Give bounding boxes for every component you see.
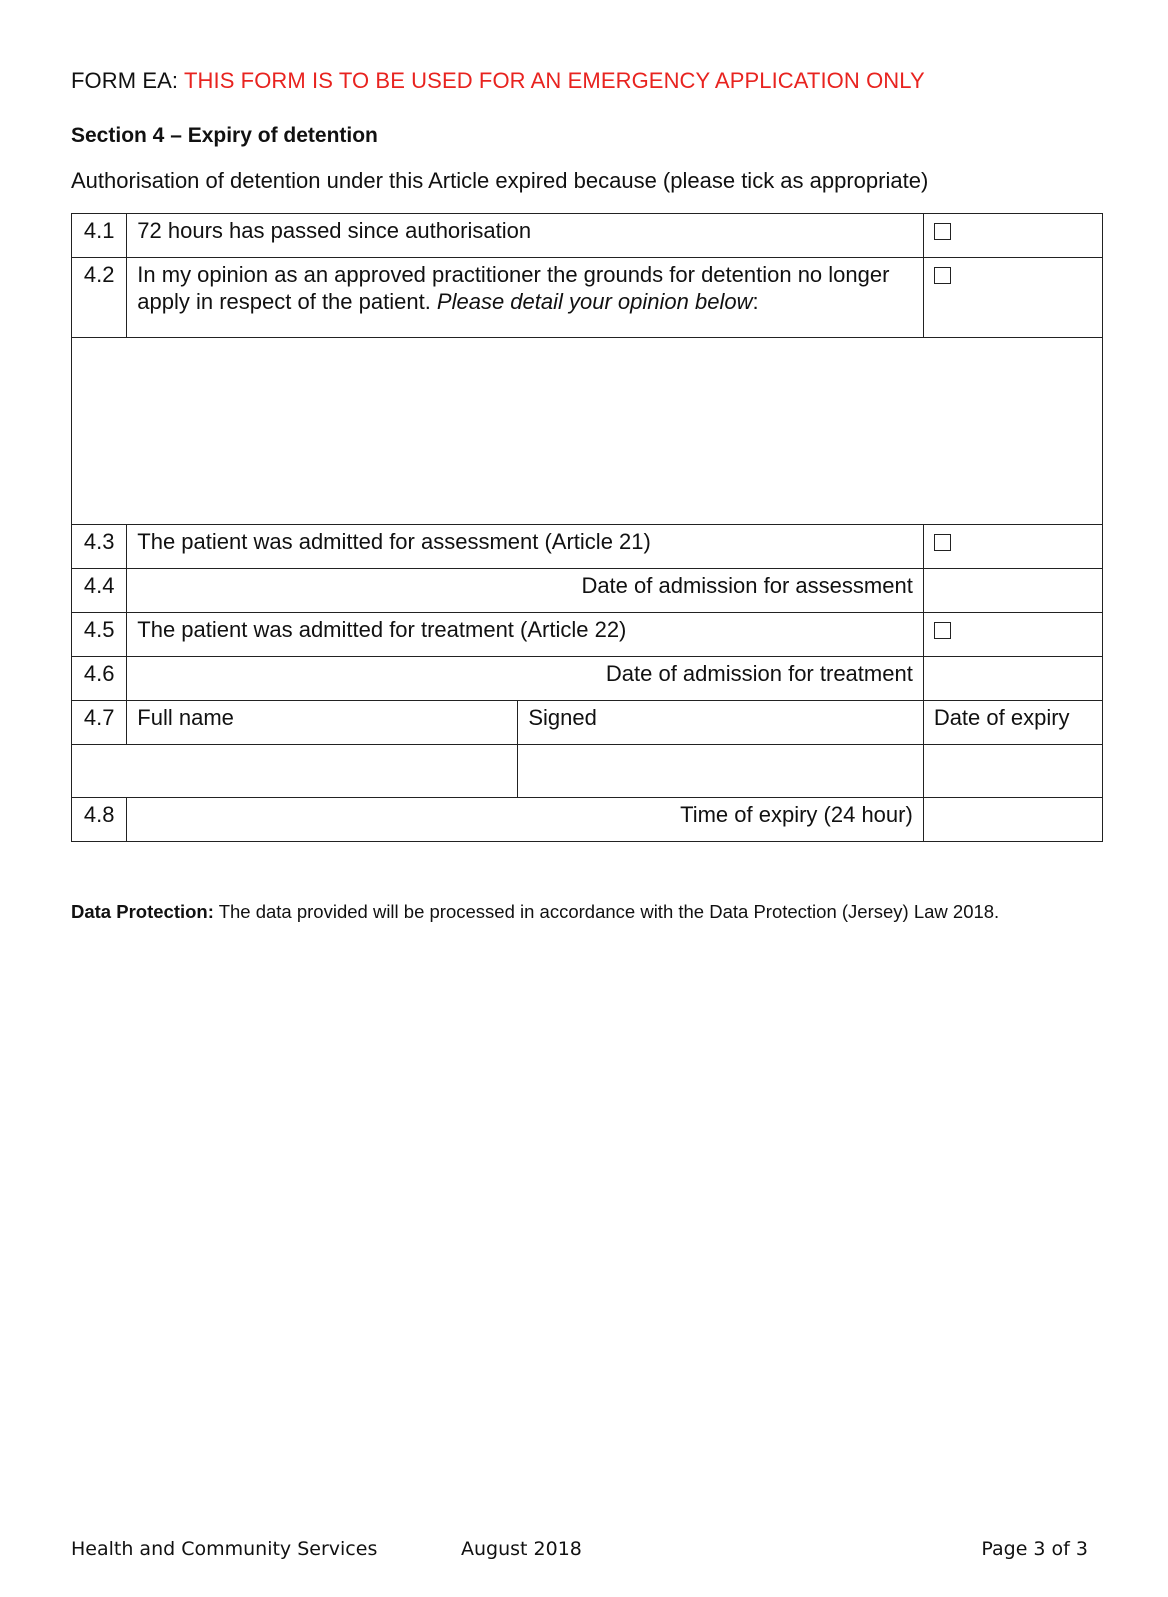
row-label: 72 hours has passed since authorisation <box>127 214 924 258</box>
data-protection-text: The data provided will be processed in accordance with the Data Protection (Jersey) Law 2018. <box>213 901 1000 922</box>
checkbox-cell <box>923 613 1102 657</box>
table-row <box>72 613 1103 657</box>
table-row <box>72 569 1103 613</box>
row-number: 4.5 <box>72 613 127 657</box>
full-name-field[interactable] <box>72 745 518 798</box>
checkbox-4-2[interactable] <box>934 267 951 284</box>
full-name-label: Full name <box>127 701 518 745</box>
row-label: The patient was admitted for treatment (Article 22) <box>127 613 924 657</box>
expiry-table <box>71 213 1103 842</box>
checkbox-cell <box>923 258 1102 338</box>
checkbox-4-3[interactable] <box>934 534 951 551</box>
table-row <box>72 701 1103 745</box>
row-number: 4.2 <box>72 258 127 338</box>
date-of-expiry-label: Date of expiry <box>923 701 1102 745</box>
emergency-warning: THIS FORM IS TO BE USED FOR AN EMERGENCY APPLICATION ONLY <box>183 68 925 93</box>
opinion-field[interactable] <box>72 338 1103 525</box>
footer-date: August 2018 <box>461 1538 582 1560</box>
data-protection-label: Data Protection: <box>71 901 214 922</box>
checkbox-cell <box>923 525 1102 569</box>
row-text: In my opinion as an approved practitioner the grounds for detention no longer apply in respect of the patient. <box>137 262 890 314</box>
table-row <box>72 214 1103 258</box>
row-label: Date of admission for assessment <box>127 569 924 613</box>
form-label: FORM EA: <box>71 68 184 93</box>
checkbox-cell <box>923 214 1102 258</box>
treatment-date-field[interactable] <box>923 657 1102 701</box>
date-of-expiry-field[interactable] <box>923 745 1102 798</box>
row-number: 4.4 <box>72 569 127 613</box>
row-label <box>127 258 924 338</box>
row-number: 4.1 <box>72 214 127 258</box>
footer-page-number: Page 3 of 3 <box>981 1538 1088 1560</box>
row-label: Time of expiry (24 hour) <box>127 798 924 842</box>
row-number: 4.8 <box>72 798 127 842</box>
row-label: Date of admission for treatment <box>127 657 924 701</box>
row-text-end: : <box>752 289 759 314</box>
table-row <box>72 798 1103 842</box>
form-header <box>71 68 925 94</box>
data-protection-notice <box>71 901 999 923</box>
footer-org: Health and Community Services <box>71 1538 378 1560</box>
row-number: 4.3 <box>72 525 127 569</box>
checkbox-4-1[interactable] <box>934 223 951 240</box>
table-row <box>72 657 1103 701</box>
row-number: 4.7 <box>72 701 127 745</box>
table-row <box>72 745 1103 798</box>
table-row <box>72 525 1103 569</box>
row-label: The patient was admitted for assessment (Article 21) <box>127 525 924 569</box>
table-row <box>72 258 1103 338</box>
signed-label: Signed <box>518 701 923 745</box>
assessment-date-field[interactable] <box>923 569 1102 613</box>
time-of-expiry-field[interactable] <box>923 798 1102 842</box>
section-title: Section 4 – Expiry of detention <box>71 124 378 147</box>
signature-field[interactable] <box>518 745 923 798</box>
section-intro: Authorisation of detention under this Article expired because (please tick as appropriate) <box>71 168 929 193</box>
table-row <box>72 338 1103 525</box>
row-number: 4.6 <box>72 657 127 701</box>
row-instruction: Please detail your opinion below <box>436 289 753 314</box>
checkbox-4-5[interactable] <box>934 622 951 639</box>
